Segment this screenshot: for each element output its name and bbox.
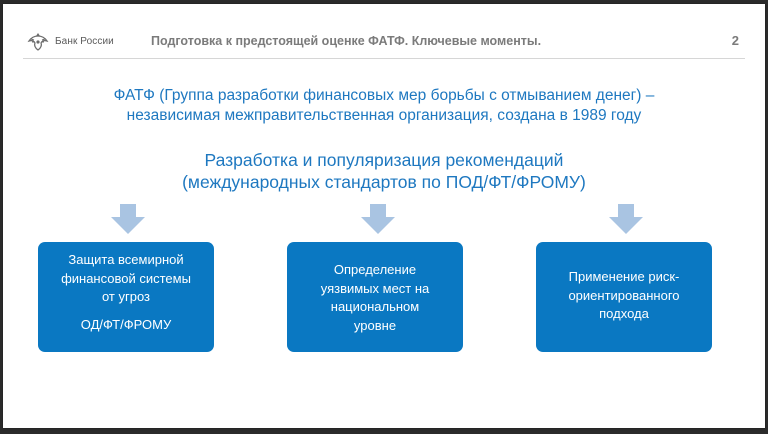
- header-title: Подготовка к предстоящей оценке ФАТФ. Ключевые моменты.: [151, 34, 542, 48]
- arrow-down-icon: [361, 204, 395, 234]
- logo-text: Банк России: [55, 35, 114, 47]
- box-line: уязвимых мест на: [320, 280, 430, 296]
- page-number: 2: [731, 33, 739, 48]
- box-line: национальном: [330, 299, 420, 314]
- slide: [3, 4, 765, 428]
- logo: [27, 30, 114, 52]
- header-divider: [23, 58, 745, 59]
- box-line: Применение риск-: [568, 269, 680, 284]
- box-vulnerabilities: [287, 242, 463, 352]
- intro-line: ФАТФ (Группа разработки финансовых мер борьбы с отмыванием денег) –: [113, 87, 655, 104]
- intro-text: [3, 86, 765, 126]
- box-text: [61, 251, 191, 334]
- subtitle-line: Разработка и популяризация рекомендаций: [204, 150, 564, 170]
- subtitle: [3, 149, 765, 193]
- box-text: [568, 268, 679, 324]
- slide-header: [3, 4, 765, 76]
- bank-of-russia-eagle-icon: [27, 30, 49, 52]
- arrow-down-icon: [609, 204, 643, 234]
- arrow-down-icon: [111, 204, 145, 234]
- box-line: ориентированного: [568, 287, 680, 303]
- box-line: Защита всемирной: [68, 252, 184, 267]
- intro-line: независимая межправительственная организация, создана в 1989 году: [126, 107, 642, 124]
- box-protection: [38, 242, 214, 352]
- box-line: уровне: [353, 317, 397, 333]
- box-line: подхода: [599, 306, 649, 321]
- subtitle-line: (международных стандартов по ПОД/ФТ/ФРОМУ): [182, 172, 586, 192]
- box-line: от угроз: [101, 289, 151, 304]
- box-risk-approach: [536, 242, 712, 352]
- box-text: [321, 261, 430, 335]
- box-line: Определение: [333, 262, 417, 277]
- box-line: ОД/ФТ/ФРОМУ: [80, 316, 172, 332]
- box-line: финансовой системы: [61, 270, 191, 286]
